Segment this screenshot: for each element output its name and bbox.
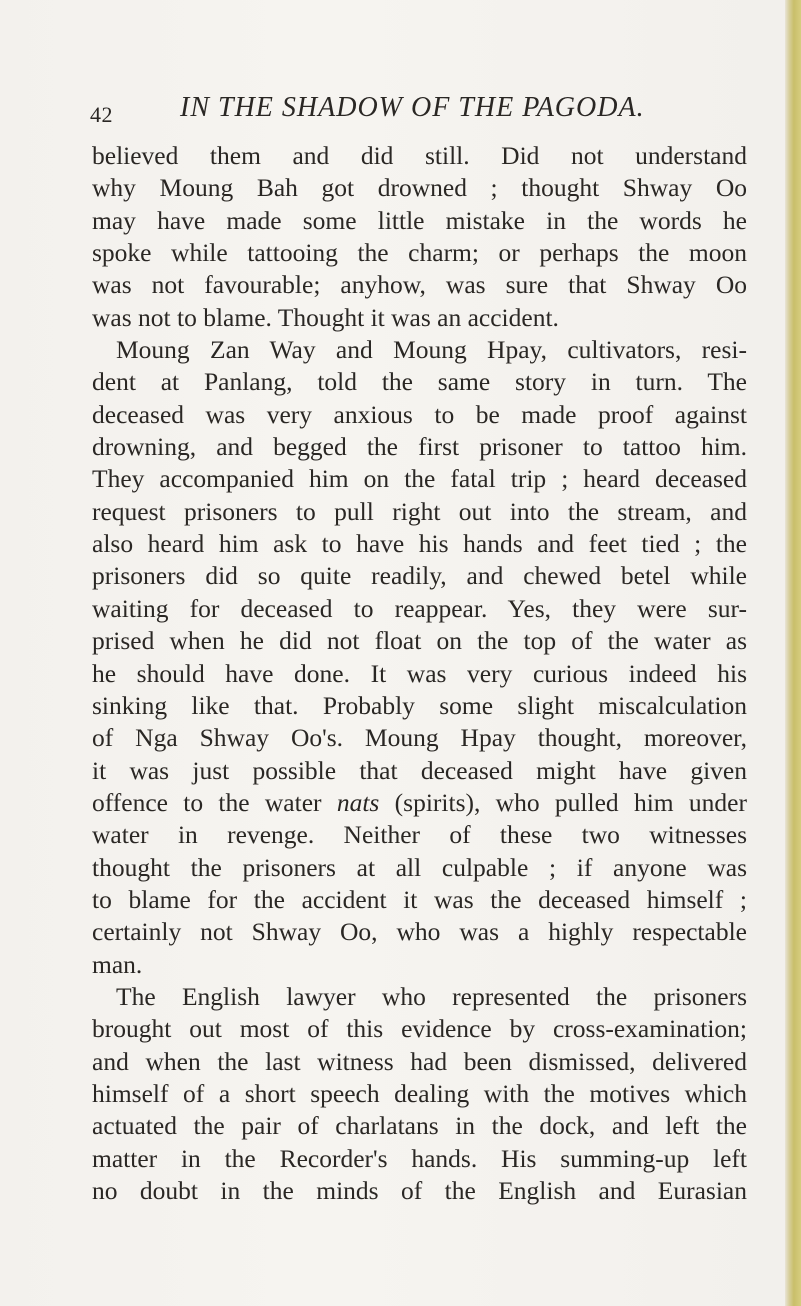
italic-word: nats bbox=[336, 787, 380, 817]
text-line: spoke while tattooing the charm; or perhaps the moon bbox=[92, 238, 747, 268]
text-line: The English lawyer who represented the prisoners bbox=[116, 981, 747, 1011]
text-line: and when the last witness had been dismissed, delivered bbox=[92, 1046, 747, 1076]
text-line: may have made some little mistake in the words he bbox=[92, 205, 747, 235]
text-line: was not favourable; anyhow, was sure that Shway Oo bbox=[92, 270, 747, 300]
text-line: why Moung Bah got drowned ; thought Shway Oo bbox=[92, 173, 747, 203]
text-line: offence to the water nats (spirits), who pulled him under bbox=[92, 787, 747, 817]
text-line: request prisoners to pull right out into the stream, and bbox=[92, 496, 747, 526]
text-line: man. bbox=[92, 949, 143, 979]
text-line: dent at Panlang, told the same story in turn. The bbox=[92, 367, 747, 397]
page-number: 42 bbox=[90, 102, 113, 127]
text-line: no doubt in the minds of the English and Eurasian bbox=[92, 1176, 747, 1205]
text-line: waiting for deceased to reappear. Yes, they were sur- bbox=[92, 593, 747, 623]
text-line: They accompanied him on the fatal trip ; heard deceased bbox=[92, 464, 747, 494]
text-line: was not to blame. Thought it was an accident. bbox=[92, 302, 559, 332]
text-line: to blame for the accident it was the deceased himself ; bbox=[92, 884, 747, 914]
text-line: prised when he did not float on the top of the water as bbox=[92, 626, 747, 656]
page-header bbox=[0, 92, 801, 132]
text-line: thought the prisoners at all culpable ; if anyone was bbox=[92, 852, 747, 882]
text-line: himself of a short speech dealing with the motives which bbox=[92, 1078, 747, 1108]
text-line: drowning, and begged the first prisoner to tattoo him. bbox=[92, 432, 747, 462]
text-line: water in revenge. Neither of these two witnesses bbox=[92, 820, 747, 850]
text-line: of Nga Shway Oo's. Moung Hpay thought, moreover, bbox=[92, 723, 747, 753]
body-text bbox=[92, 140, 747, 1207]
running-head: IN THE SHADOW OF THE PAGODA. bbox=[180, 92, 645, 123]
text-line: matter in the Recorder's hands. His summing-up left bbox=[92, 1143, 747, 1173]
text-line: also heard him ask to have his hands and feet tied ; the bbox=[92, 529, 747, 559]
text-line: he should have done. It was very curious indeed his bbox=[92, 658, 747, 688]
text-line: deceased was very anxious to be made proof against bbox=[92, 399, 747, 429]
text-line: actuated the pair of charlatans in the dock, and left the bbox=[92, 1111, 747, 1141]
text-line: it was just possible that deceased might have given bbox=[92, 755, 747, 785]
text-line: Moung Zan Way and Moung Hpay, cultivators, resi- bbox=[116, 335, 747, 365]
text-line: prisoners did so quite readily, and chewed betel while bbox=[92, 561, 747, 591]
text-line: brought out most of this evidence by cross-examination; bbox=[92, 1014, 747, 1044]
text-line: sinking like that. Probably some slight miscalculation bbox=[92, 690, 747, 720]
text-line: believed them and did still. Did not understand bbox=[92, 141, 747, 170]
text-line: certainly not Shway Oo, who was a highly respectable bbox=[92, 917, 747, 947]
page-edge bbox=[785, 0, 801, 1306]
